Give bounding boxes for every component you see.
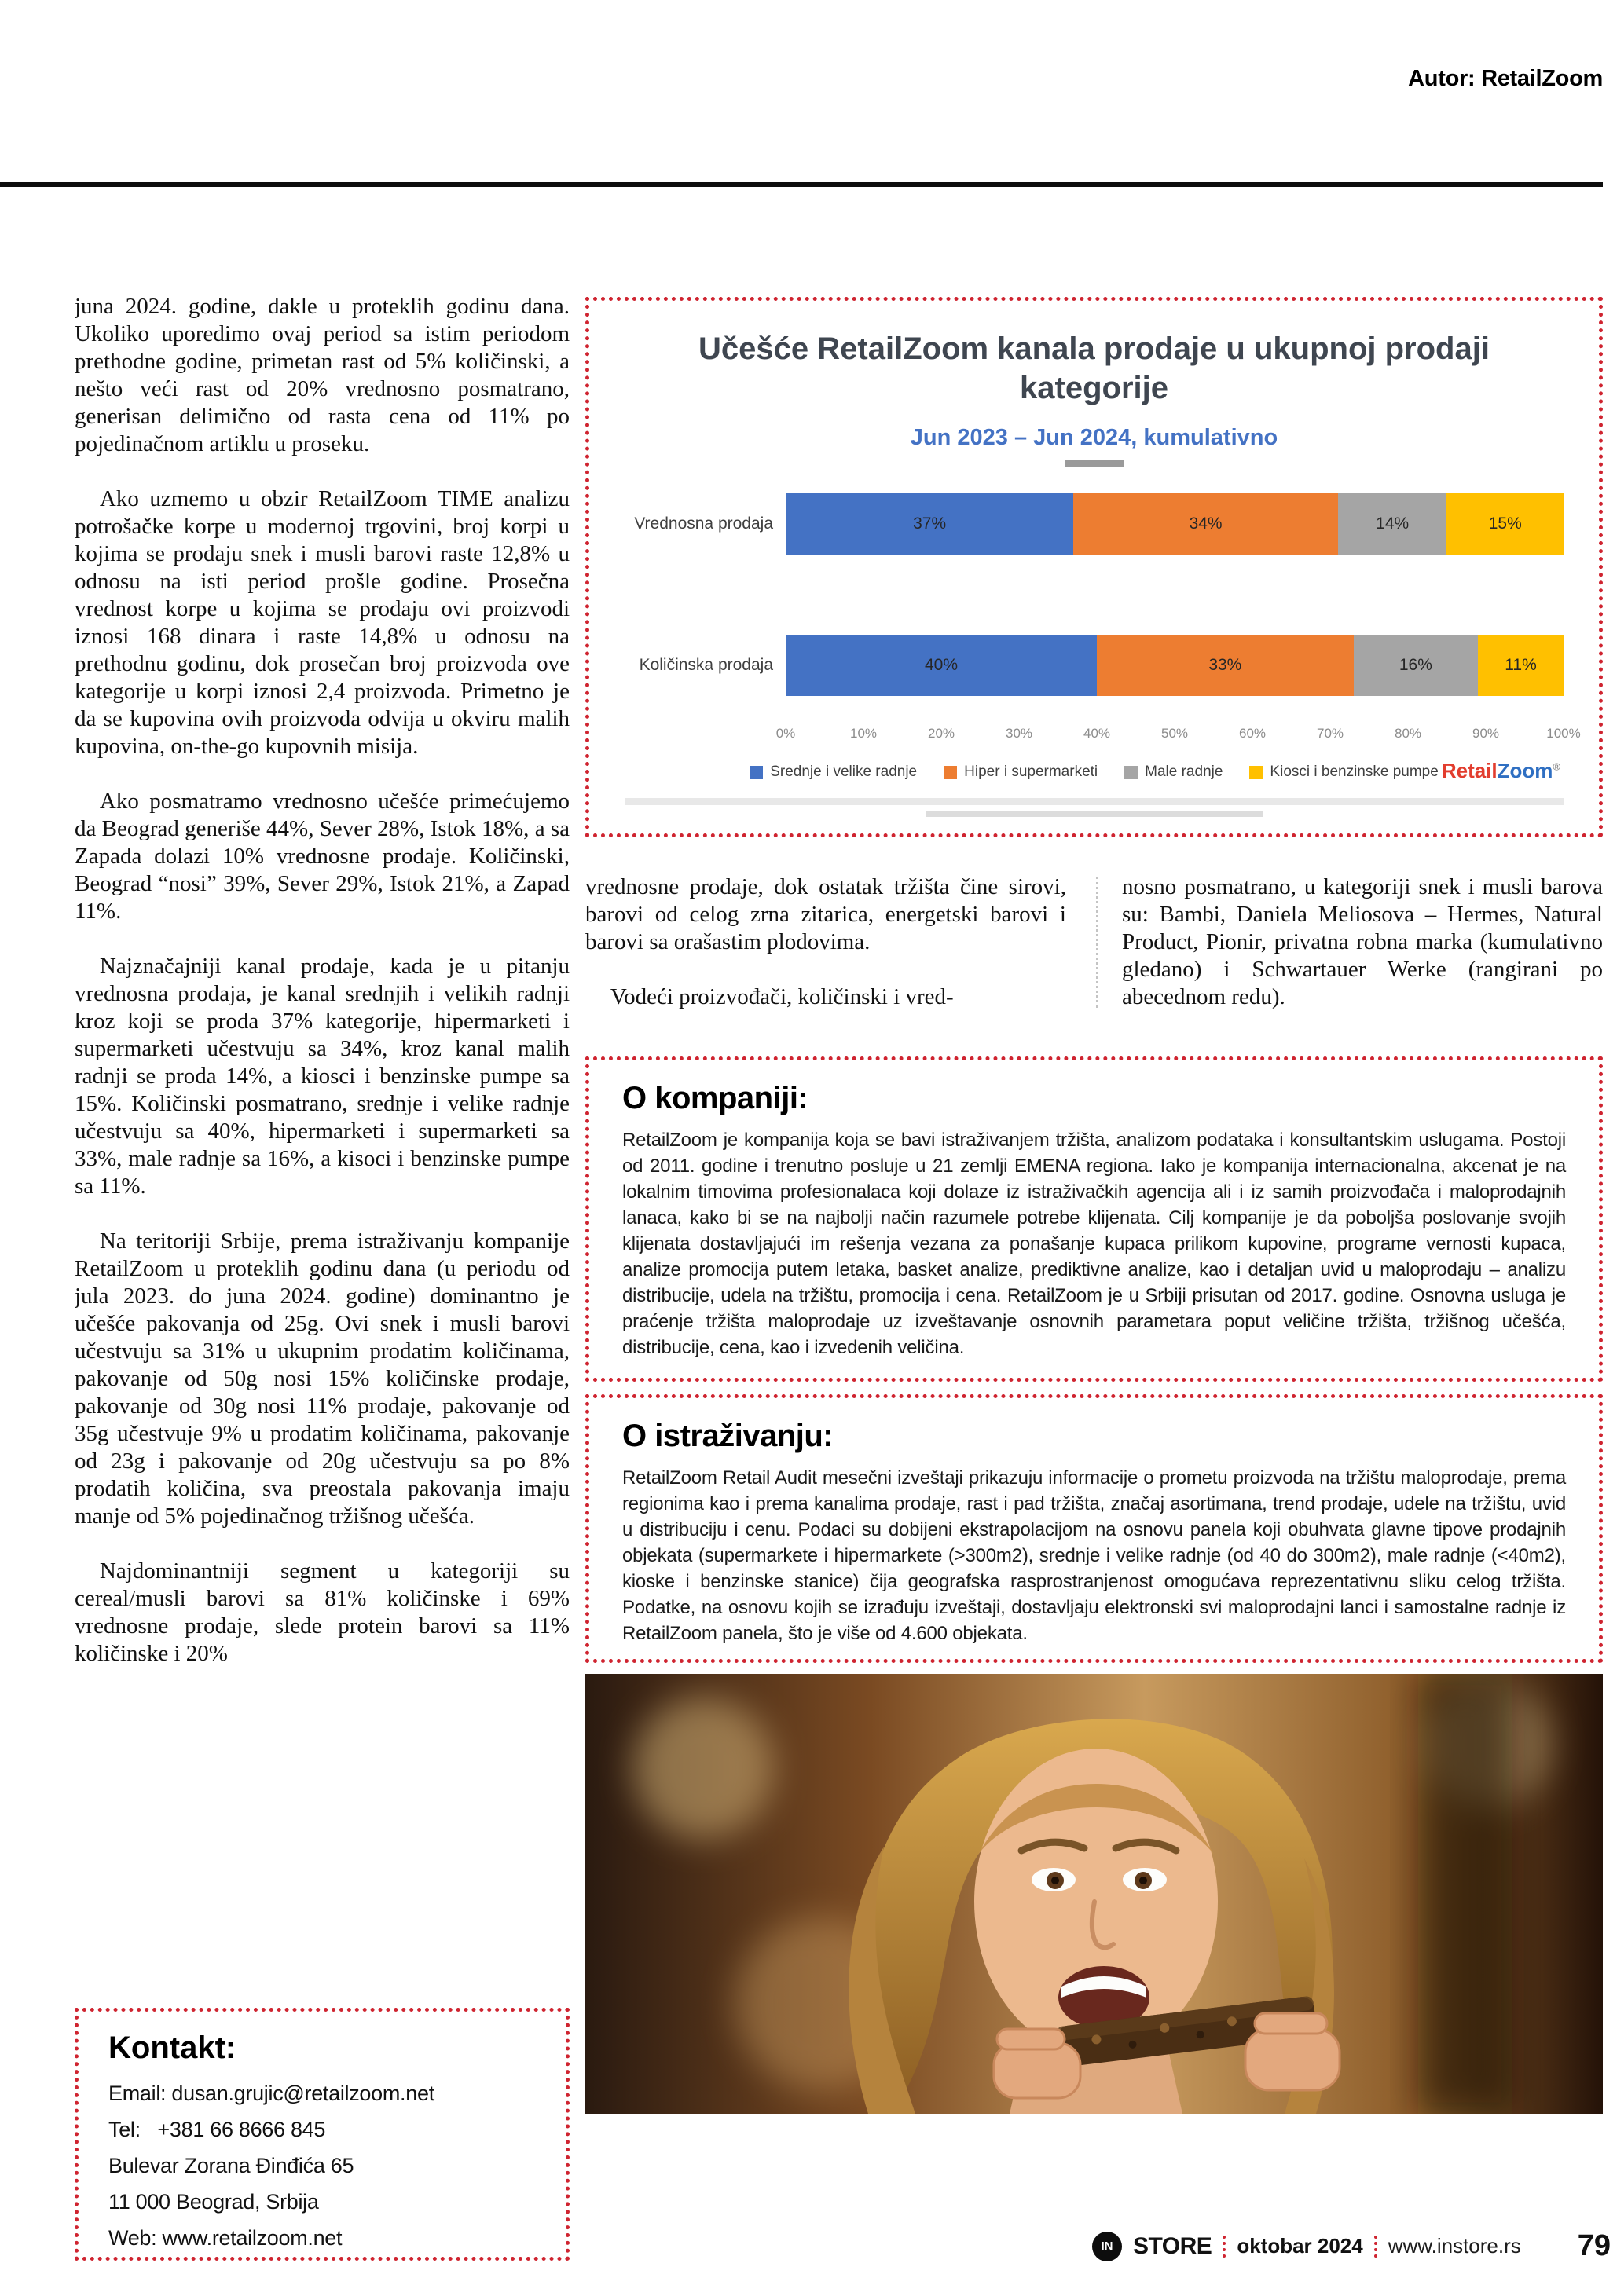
header-rule [0,182,1603,187]
chart-category-label: Količinska prodaja [639,656,773,674]
contact-line: Web: www.retailzoom.net [108,2226,343,2250]
footer-brand: STORE [1133,2232,1212,2259]
legend-label: Hiper i supermarketi [964,764,1098,780]
legend-label: Kiosci i benzinske pumpe [1270,764,1439,780]
chart-x-axis [775,726,1581,746]
chart-footer-rule [625,798,1564,805]
contact-line: Email: dusan.grujic@retailzoom.net [108,2082,434,2105]
axis-tick-label: 60% [1238,726,1267,741]
axis-tick-label: 100% [1546,726,1581,741]
article-paragraph: Najznačajniji kanal prodaje, kada je u pitanju vrednosna prodaja, je kanal srednjih i velikih radnji kroz koji se proda 37% kategorije, hipermarketi i supermarketi učestvuju sa 34%, kroz kanal malih radnji se proda 14%, a kiosci i benzinske pumpe sa 15%. Količinski posmatrano, srednje i velike radnje učestvuju sa 40%, hipermarketi i supermarketi sa 33%, male radnje sa 16%, a kisoci i benzinske pumpe sa 11%. [75,954,570,1199]
stacked-bar [786,493,1564,555]
article-paragraph: Najdominantniji segment u kategoriji su cereal/musli barovi sa 81% količinske i 69% vrednosne prodaje, slede protein barovi sa 11% količinske i 20% [75,1558,570,1666]
bar-segment: 37% [786,493,1073,555]
chart-subtitle: Jun 2023 – Jun 2024, kumulativno [910,425,1278,450]
photo-woman-eating-cereal-bar [585,1674,1603,2114]
chart-category-label: Vrednosna prodaja [634,514,773,533]
footer-divider [1374,2236,1377,2258]
legend-swatch-icon [944,766,957,779]
article-paragraph: Na teritoriji Srbije, prema istraživanju kompanije RetailZoom u proteklih godinu dana (u periodu od jula 2023. do juna 2024. godine) dominantno je učešće pakovanja od 25g. Ovi snek i musli barovi učestvuju sa 31% u ukupnim prodatim količinama, pakovanje od 50g nosi 15% količinske prodaje, pakovanje od 30g nosi 11% prodaje, pakovanje od 35g učestvuje 9% u prodatim količinama, pakovanje od 23g i pakovanje od 20g učestvuju sa po 8% prodatih količina, sva preostala pakovanja imaju manje od 5% pojedinačnog tržišnog učešća. [75,1229,570,1529]
legend-swatch-icon [750,766,763,779]
registered-mark-icon: ® [1553,760,1560,773]
about-research-title: O istraživanju: [622,1419,834,1453]
axis-tick-label: 0% [775,726,796,741]
legend-item [1124,764,1223,781]
bar-segment: 34% [1073,493,1338,555]
contact-box [75,2008,570,2261]
axis-tick-label: 40% [1083,726,1111,741]
stacked-bar [786,635,1564,696]
chart-bar-row [625,635,1564,696]
article-paragraph: Ako posmatramo vrednosno učešće primećujemo da Beograd generiše 44%, Sever 28%, Istok 18%, a sa Zapada dolazi 10% vrednosne prodaje. Količinski, Beograd “nosi” 39%, Sever 29%, Istok 21%, a Zapad 11%. [75,789,570,924]
contact-line: 11 000 Beograd, Srbija [108,2190,319,2214]
chart-legend-wrap [625,759,1564,785]
axis-tick-label: 90% [1472,726,1500,741]
about-company-box [585,1056,1603,1382]
instore-logo-icon: IN [1092,2232,1122,2261]
chart-rows [625,493,1564,696]
article-paragraph: juna 2024. godine, dakle u proteklih godinu dana. Ukoliko uporedimo ovaj period sa istim periodom prethodne godine, primetan rast od 5% količinski, a nešto veći rast od 20% vrednosno posmatrano, generisan delimično od rasta cena od 11% po pojedinačnom artiklu u proseku. [75,294,570,456]
about-research-body: RetailZoom Retail Audit mesečni izveštaji prikazuju informacije o prometu proizvoda na tržištu maloprodaje, prema regionima kao i prema kanalima prodaje, rast i pad tržišta, značaj asortimana, trend prodaje, udele na tržištu, uvid u distribuciju i cenu. Podaci su dobijeni ekstrapolacijom na osnovu panela koji obuhvata glavne tipove prodajnih objekata (supermarkete i hipermarkete (>300m2), srednje i velike radnje (od 40 do 300m2), male radnje (<40m2), kioske i benzinske stanice) čija geografska rasprostranjenost omogućava reprezentativnu sliku celog tržišta. Podatke, na osnovu kojih se izrađuju izveštaji, dostavljaju elektronski svi maloprodajni lanci i samostalne radnje iz RetailZoom panela, što je više od 4.600 objekata. [622,1467,1566,1644]
legend-item [750,764,917,781]
column-divider [1096,877,1098,1008]
page-footer [1092,2229,1611,2263]
legend-label: Srednje i velike radnje [770,764,918,780]
footer-issue: oktobar 2024 [1237,2234,1363,2258]
article-paragraph: nosno posmatrano, u kategoriji snek i musli barova su: Bambi, Daniela Meliosova – Hermes, Natural Product, Pionir, privatna robna marka (kumulativno gledano) i Schwartauer Werke (rangirani po abecednom redu). [1122,874,1603,1009]
footer-page-number: 79 [1577,2229,1611,2262]
contact-line: Bulevar Zorana Đinđića 65 [108,2154,354,2177]
contact-line: Tel: +381 66 8666 845 [108,2118,326,2141]
article-paragraph: Ako uzmemo u obzir RetailZoom TIME analizu potrošačke korpe u modernoj trgovini, broj korpi u kojima se prodaju snek i musli barovi raste 12,8% u odnosu na isti period prošle godine. Prosečna vrednost korpe u kojima se prodaju ovi proizvodi iznosi 168 dinara i raste 14,8% u odnosu na prethodnu godinu, dok prosečan broj proizvoda ove kategorije u korpi iznosi 2,4 proizvoda. Primetno je da se kupovina ovih proizvoda odvija u okviru malih kupovina, on-the-go kupovnih misija. [75,486,570,759]
bar-segment: 14% [1338,493,1447,555]
axis-tick-label: 70% [1316,726,1344,741]
article-middle-column [585,873,1066,1011]
bar-segment: 33% [1097,635,1354,696]
footer-website: www.instore.rs [1388,2234,1521,2258]
article-paragraph: vrednosne prodaje, dok ostatak tržišta čine sirovi, barovi od celog zrna zitarica, energetski barovi i barovi sa orašastim plodovima. [585,874,1066,954]
legend-item [1249,764,1438,781]
retailzoom-logo-retail: Retail [1441,759,1498,782]
bar-segment: 16% [1354,635,1478,696]
legend-label: Male radnje [1145,764,1223,780]
legend-swatch-icon [1249,766,1263,779]
axis-tick-label: 80% [1394,726,1422,741]
right-region [585,297,1603,2114]
article-continuation-columns [585,873,1603,1011]
about-research-box [585,1394,1603,1663]
axis-tick-label: 10% [849,726,878,741]
contact-lines [108,2075,536,2256]
axis-tick-label: 50% [1160,726,1189,741]
author-credit: Autor: RetailZoom [1408,66,1603,91]
article-right-column [1122,873,1603,1011]
legend-swatch-icon [1124,766,1138,779]
article-paragraph: Vodeći proizvođači, količinski i vred- [610,984,954,1009]
axis-tick-label: 20% [927,726,955,741]
bar-segment: 15% [1446,493,1564,555]
chart-legend [625,759,1564,785]
contact-title: Kontakt: [108,2031,236,2065]
article-left-column [75,293,570,1668]
chart-bar-row [625,493,1564,555]
retailzoom-logo-zoom: Zoom [1497,759,1553,782]
bar-segment: 40% [786,635,1097,696]
about-company-body: RetailZoom je kompanija koja se bavi istraživanjem tržišta, analizom podataka i konsultantskim uslugama. Postoji od 2011. godine i trenutno posluje u 21 zemlji EMENA regiona. Iako je kompanija internacionalna, akcenat je na lokalnim timovima profesionalaca koji dolaze iz istraživačkih agencija ali i iz samih proizvođača i maloprodajnih lanaca, kako bi se na najbolji način razumele potrebe klijenata. Cilj kompanije je da poboljša poslovanje svojih klijenata dostavljajući im rešenja vezana za ponašanje kupaca prilikom kupovine, programe vernosti kupaca, analize promocija putem letaka, basket analize, prediktivne analize, kao i detaljan uvid u maloprodaju – analizu distribucije, udela na tržištu, promocija i cena. RetailZoom je u Srbiji prisutan od 2017. godine. Osnovna usluga je praćenje tržišta maloprodaje uz izveštavanje osnovnih parametara poput veličine tržišta, tržišnog učešća, distribucije, cena, kao i izvedenih veličina. [622,1130,1566,1358]
bar-segment: 11% [1478,635,1564,696]
chart-subtitle-underline [1065,460,1124,467]
legend-item [944,764,1098,781]
retailzoom-logo [1442,759,1560,783]
chart-source-note [926,811,1263,817]
axis-tick-label: 30% [1005,726,1033,741]
footer-divider [1223,2236,1226,2258]
chart-title: Učešće RetailZoom kanala prodaje u ukupnoj prodaji kategorije [698,331,1490,405]
about-company-title: O kompaniji: [622,1081,808,1115]
sales-channel-chart [585,297,1603,837]
